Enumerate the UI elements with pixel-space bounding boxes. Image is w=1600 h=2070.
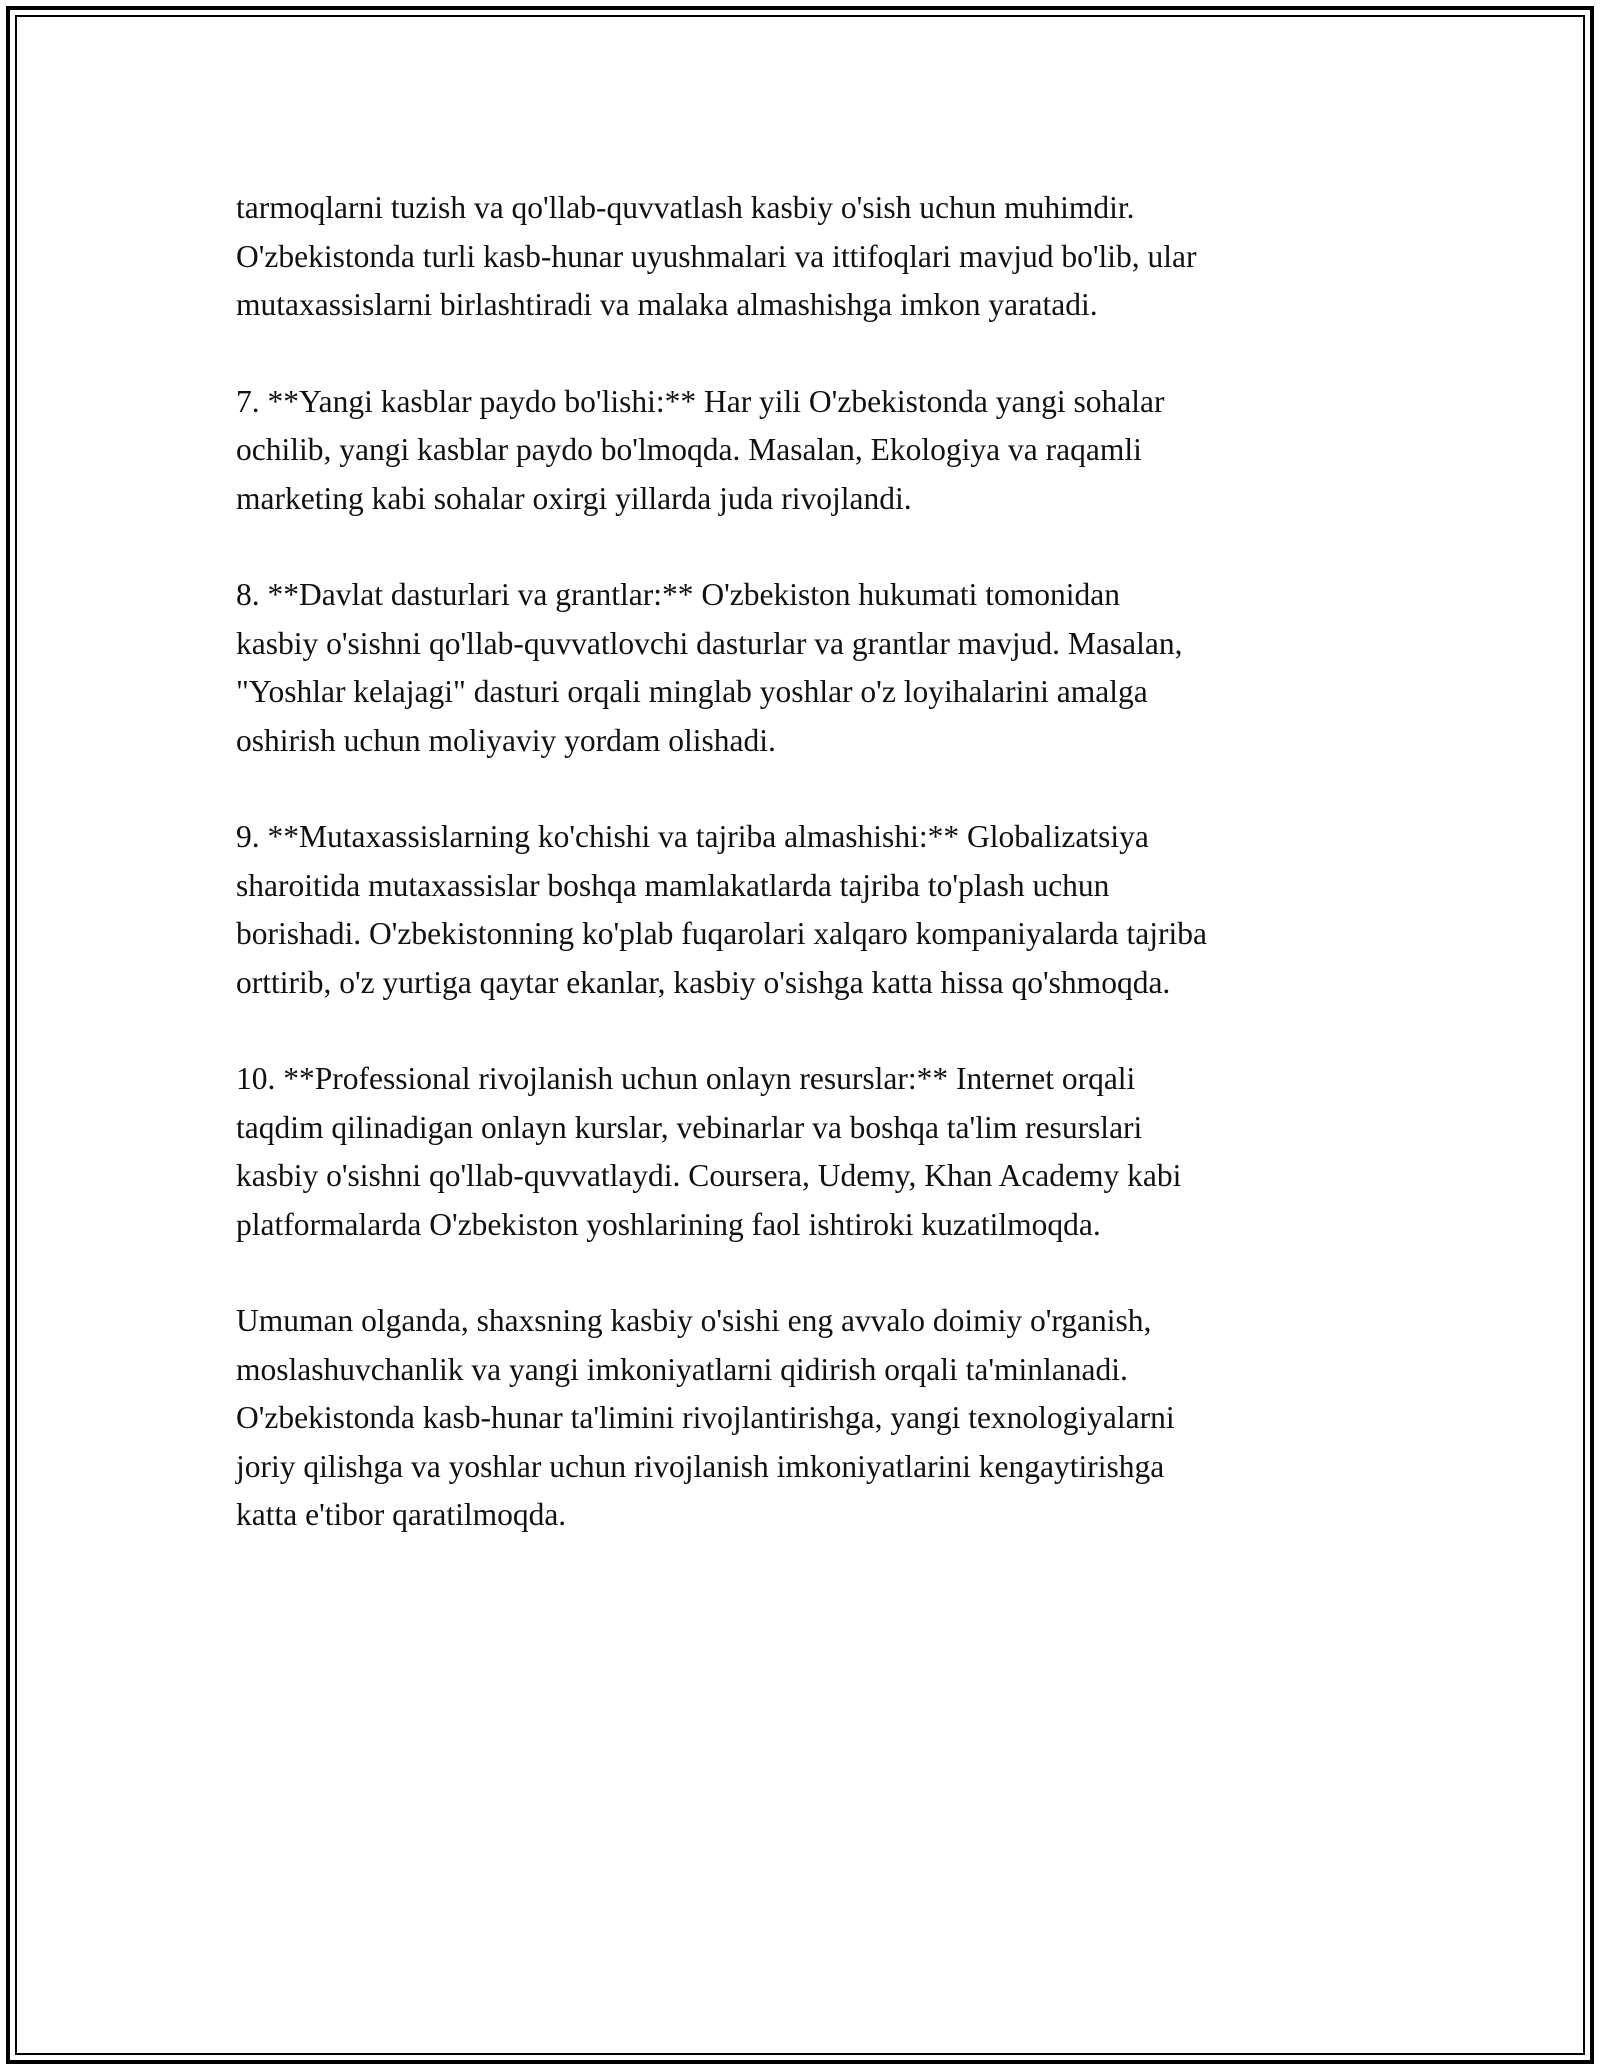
paragraph-item-9: [236, 813, 1376, 1007]
text-line: O'zbekistonda kasb-hunar ta'limini rivojlantirishga, yangi texnologiyalarni: [236, 1400, 1175, 1435]
text-line: 9. **Mutaxassislarning ko'chishi va tajriba almashishi:** Globalizatsiya: [236, 819, 1149, 854]
text-line: oshirish uchun moliyaviy yordam olishadi.: [236, 722, 776, 758]
text-line: orttirib, o'z yurtiga qaytar ekanlar, kasbiy o'sishga katta hissa qo'shmoqda.: [236, 964, 1171, 1000]
paragraph-item-8: [236, 571, 1376, 765]
text-line: kasbiy o'sishni qo'llab-quvvatlovchi dasturlar va grantlar mavjud. Masalan,: [236, 625, 1183, 661]
text-line: kasbiy o'sishni qo'llab-quvvatlaydi. Coursera, Udemy, Khan Academy kabi: [236, 1158, 1182, 1193]
text-line: katta e'tibor qaratilmoqda.: [236, 1497, 567, 1532]
text-line: "Yoshlar kelajagi" dasturi orqali minglab yoshlar o'z loyihalarini amalga: [236, 674, 1148, 709]
text-line: 7. **Yangi kasblar paydo bo'lishi:** Har yili O'zbekistonda yangi sohalar: [236, 383, 1165, 419]
paragraph-conclusion: [236, 1297, 1376, 1540]
text-line: marketing kabi sohalar oxirgi yillarda juda rivojlandi.: [236, 480, 912, 516]
document-body: [236, 184, 1376, 1588]
text-line: O'zbekistonda turli kasb-hunar uyushmalari va ittifoqlari mavjud bo'lib, ular: [236, 238, 1197, 274]
text-line: Umuman olganda, shaxsning kasbiy o'sishi eng avvalo doimiy o'rganish,: [236, 1303, 1152, 1338]
text-line: 10. **Professional rivojlanish uchun onlayn resurslar:** Internet orqali: [236, 1061, 1136, 1096]
text-line: joriy qilishga va yoshlar uchun rivojlanish imkoniyatlarini kengaytirishga: [236, 1448, 1165, 1484]
text-line: sharoitida mutaxassislar boshqa mamlakatlarda tajriba to'plash uchun: [236, 867, 1110, 903]
paragraph-item-7: [236, 378, 1376, 524]
text-line: borishadi. O'zbekistonning ko'plab fuqarolari xalqaro kompaniyalarda tajriba: [236, 916, 1207, 951]
paragraph-networking: [236, 184, 1376, 330]
text-line: tarmoqlarni tuzish va qo'llab-quvvatlash kasbiy o'sish uchun muhimdir.: [236, 190, 1135, 225]
text-line: 8. **Davlat dasturlari va grantlar:** O'zbekiston hukumati tomonidan: [236, 577, 1120, 612]
text-line: ochilib, yangi kasblar paydo bo'lmoqda. Masalan, Ekologiya va raqamli: [236, 432, 1142, 467]
text-line: mutaxassislarni birlashtiradi va malaka almashishga imkon yaratadi.: [236, 287, 1098, 322]
paragraph-item-10: [236, 1055, 1376, 1249]
text-line: taqdim qilinadigan onlayn kurslar, vebinarlar va boshqa ta'lim resurslari: [236, 1109, 1143, 1145]
text-line: moslashuvchanlik va yangi imkoniyatlarni qidirish orqali ta'minlanadi.: [236, 1351, 1128, 1387]
text-line: platformalarda O'zbekiston yoshlarining faol ishtiroki kuzatilmoqda.: [236, 1206, 1101, 1242]
